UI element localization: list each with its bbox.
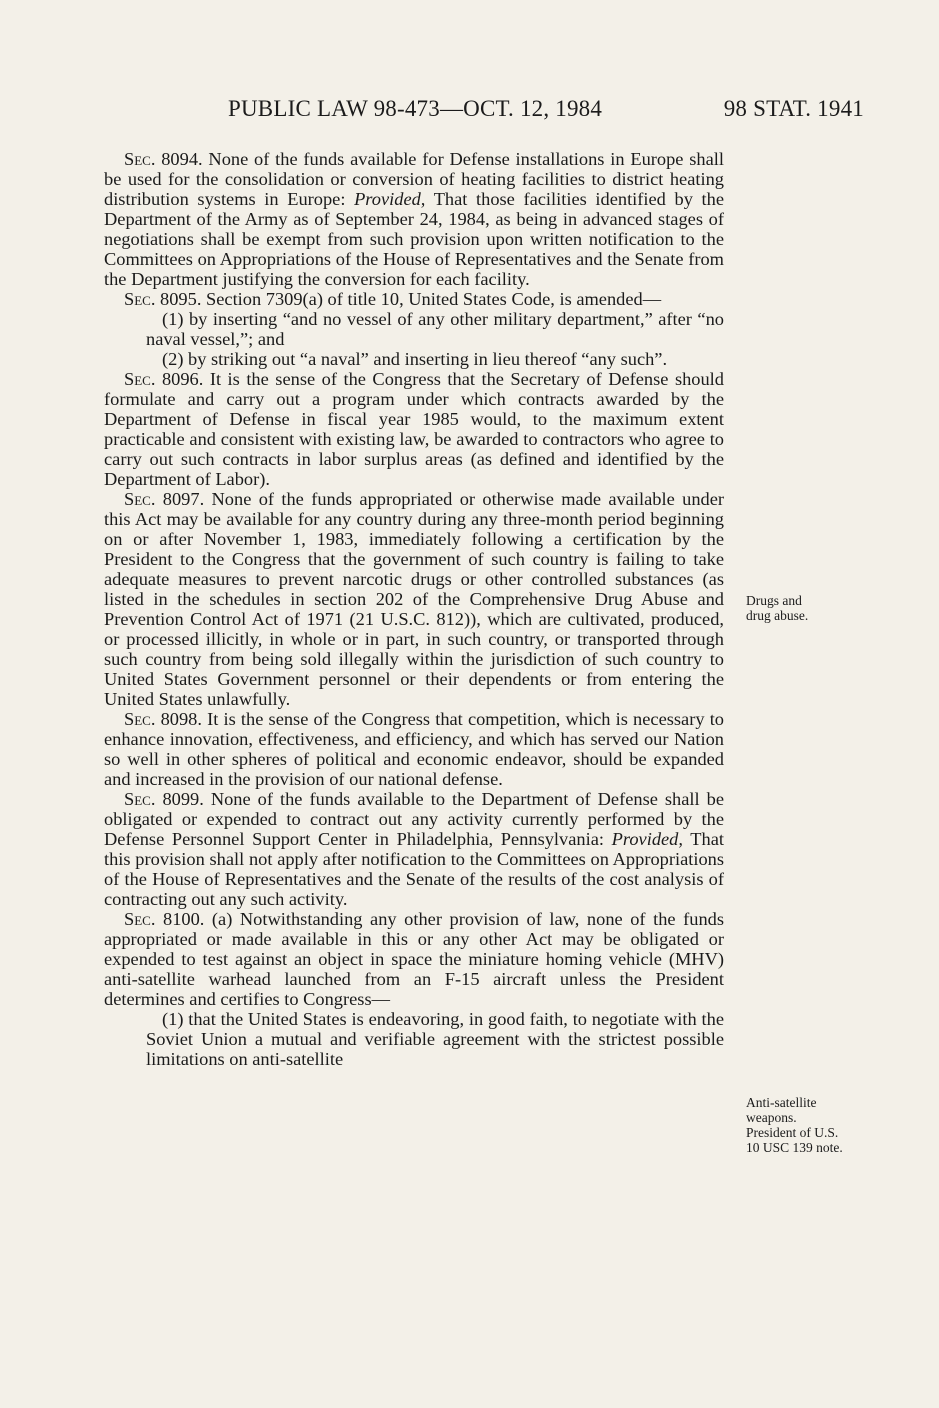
section-text: 8094. None of the funds available for Defense installations in Europe shall be used for the consolidation or conversion of heating facilities to district heating distribution systems in Europe: [104, 149, 724, 209]
clause-text: (2) by striking out “a naval” and inserting in lieu thereof “any such”. [162, 349, 668, 369]
body-text [104, 149, 724, 1069]
section-label: Sec. [124, 369, 156, 389]
proviso-italic: Provided, [611, 829, 683, 849]
section-paragraph [104, 709, 724, 789]
section-label: Sec. [124, 489, 156, 509]
section-text-continued: That those facilities identified by the Department of the Army as of September 24, 1984, as being in advanced stages of negotiations shall be exempt from such provision upon written notification to the Committees on Appropriations of the House of Representatives and the Senate from the Department justifying the conversion for each facility. [104, 189, 724, 289]
page-header [228, 96, 864, 128]
section-text: 8099. None of the funds available to the Department of Defense shall be obligated or expended to contract out any activity currently performed by the Defense Personnel Support Center in Philadelphia, Pennsylvania: [104, 789, 724, 849]
public-law-title: PUBLIC LAW 98-473—OCT. 12, 1984 [228, 96, 603, 121]
section-label: Sec. [124, 289, 156, 309]
section-paragraph [104, 789, 724, 909]
section-label: Sec. [124, 709, 156, 729]
section-paragraph [104, 909, 724, 1009]
statute-page-number: 98 STAT. 1941 [723, 96, 864, 121]
margin-note-anti-satellite [746, 1095, 843, 1155]
section-label: Sec. [124, 789, 156, 809]
proviso-italic: Provided, [354, 189, 426, 209]
enumerated-clause [130, 349, 724, 369]
margin-note-text: Anti-satellite weapons. President of U.S. 10 USC 139 note. [746, 1095, 843, 1155]
section-text: 8097. None of the funds appropriated or otherwise made available under this Act may be available for any country during any three-month period beginning on or after November 1, 1983, immediately following a certification by the President to the Congress that the government of such country is failing to take adequate measures to prevent narcotic drugs or other controlled substances (as listed in the schedules in section 202 of the Comprehensive Drug Abuse and Prevention Control Act of 1971 (21 U.S.C. 812)), which are cultivated, produced, or processed illicitly, in whole or in part, in such country, or transported through such country from being sold illegally within the jurisdiction of such country to United States Government personnel or their dependents or from entering the United States unlawfully. [104, 489, 724, 709]
margin-note-drugs [746, 593, 808, 623]
enumerated-clause [130, 309, 724, 349]
section-label: Sec. [124, 149, 156, 169]
section-paragraph [104, 149, 724, 289]
section-text: 8098. It is the sense of the Congress that competition, which is necessary to enhance innovation, effectiveness, and efficiency, and which has served our Nation so well in other spheres of political and economic endeavor, should be expanded and increased in the provision of our national defense. [104, 709, 724, 789]
section-paragraph [104, 489, 724, 709]
clause-text: (1) that the United States is endeavoring, in good faith, to negotiate with the Soviet Union a mutual and verifiable agreement with the strictest possible limitations on anti-satellite [146, 1009, 724, 1069]
margin-note-text: Drugs and drug abuse. [746, 593, 809, 623]
section-text: 8100. (a) Notwithstanding any other provision of law, none of the funds appropriated or made available in this or any other Act may be obligated or expended to test against an object in space the miniature homing vehicle (MHV) anti-satellite warhead launched from an F-15 aircraft unless the President determines and certifies to Congress— [104, 909, 724, 1009]
section-paragraph [104, 369, 724, 489]
section-paragraph [104, 289, 724, 309]
enumerated-clause [130, 1009, 724, 1069]
section-label: Sec. [124, 909, 156, 929]
section-text: 8095. Section 7309(a) of title 10, United States Code, is amended— [155, 289, 662, 309]
section-text-continued: That this provision shall not apply after notification to the Committees on Appropriations of the House of Representatives and the Senate of the results of the cost analysis of contracting out any such activity. [104, 829, 724, 909]
section-text: 8096. It is the sense of the Congress that the Secretary of Defense should formulate and carry out a program under which contracts awarded by the Department of Defense in fiscal year 1985 would, to the maximum extent practicable and consistent with existing law, be awarded to contractors who agree to carry out such contracts in labor surplus areas (as defined and identified by the Department of Labor). [104, 369, 724, 489]
clause-text: (1) by inserting “and no vessel of any other military department,” after “no naval vessel,”; and [146, 309, 724, 349]
